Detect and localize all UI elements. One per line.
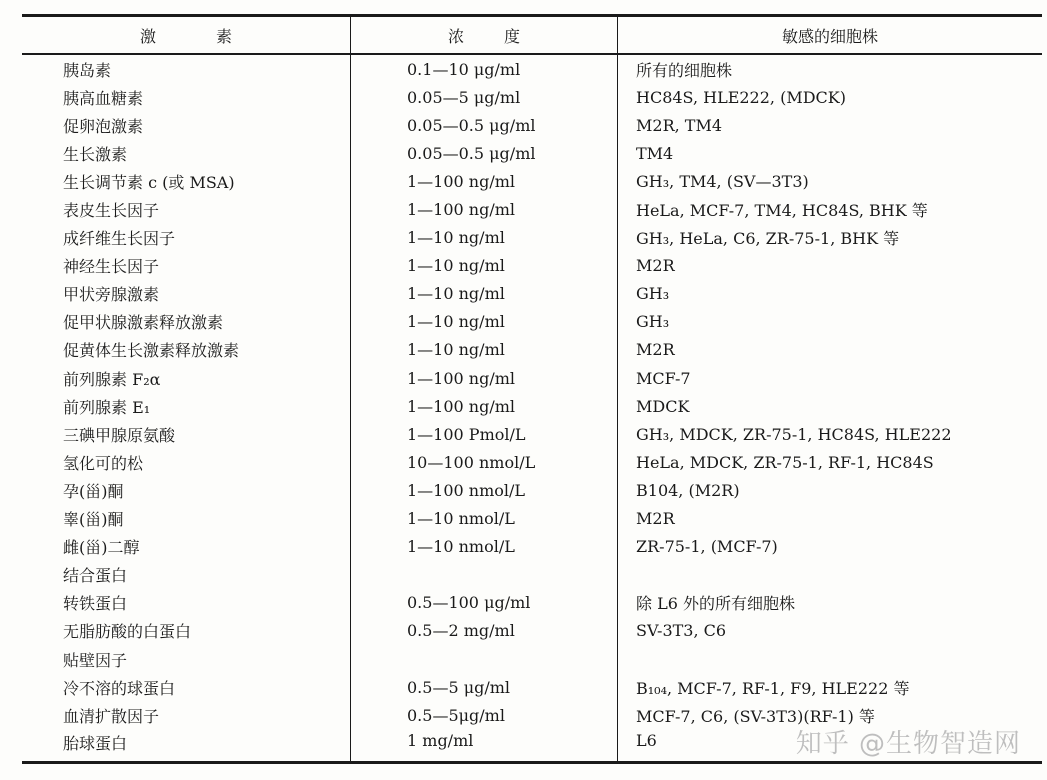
table-row <box>22 476 1042 504</box>
hormone-cell: 前列腺素 F₂α <box>63 369 161 389</box>
table-row <box>22 336 1042 364</box>
concentration-cell: 0.5—100 μg/ml <box>351 589 618 617</box>
table-row <box>22 364 1042 392</box>
table-row <box>22 448 1042 476</box>
cell-lines-cell: GH₃ <box>618 308 1043 336</box>
table-row <box>22 617 1042 645</box>
hormone-cell: 睾(甾)酮 <box>63 510 124 530</box>
table-row <box>22 111 1042 139</box>
hormone-cell: 胰岛素 <box>63 60 112 80</box>
concentration-cell: 1—100 ng/ml <box>351 392 618 420</box>
cell-lines-cell: B₁₀₄, MCF-7, RF-1, F9, HLE222 等 <box>618 673 1043 701</box>
table-row <box>22 505 1042 533</box>
hormone-cell: 促卵泡激素 <box>63 116 144 136</box>
cell-lines-cell: 除 L6 外的所有细胞株 <box>618 589 1043 617</box>
hormone-cell: 三碘甲腺原氨酸 <box>63 425 176 445</box>
cell-lines-cell: GH₃ <box>618 280 1043 308</box>
concentration-cell: 10—100 nmol/L <box>351 448 618 476</box>
hormone-cell: 无脂肪酸的白蛋白 <box>63 622 192 642</box>
concentration-cell: 0.5—5 μg/ml <box>351 673 618 701</box>
header-cell-lines: 敏感的细胞株 <box>618 16 1043 55</box>
concentration-cell: 1—10 nmol/L <box>351 533 618 561</box>
cell-lines-cell: L6 <box>618 729 1043 763</box>
cell-lines-cell: GH₃, HeLa, C6, ZR-75-1, BHK 等 <box>618 224 1043 252</box>
concentration-cell: 0.1—10 μg/ml <box>351 54 618 83</box>
concentration-cell: 0.05—0.5 μg/ml <box>351 111 618 139</box>
cell-lines-cell: B104, (M2R) <box>618 476 1043 504</box>
cell-lines-cell: M2R <box>618 336 1043 364</box>
cell-lines-cell: GH₃, TM4, (SV—3T3) <box>618 167 1043 195</box>
hormone-cell: 表皮生长因子 <box>63 201 160 221</box>
hormone-cell: 贴壁因子 <box>63 650 128 670</box>
cell-lines-cell: HeLa, MCF-7, TM4, HC84S, BHK 等 <box>618 195 1043 223</box>
table-row <box>22 280 1042 308</box>
hormone-cell: 转铁蛋白 <box>63 594 128 614</box>
table-row <box>22 533 1042 561</box>
concentration-cell <box>351 645 618 673</box>
table-header-row <box>22 16 1042 55</box>
table-row <box>22 308 1042 336</box>
table-row <box>22 589 1042 617</box>
table-row <box>22 420 1042 448</box>
concentration-cell: 1—10 ng/ml <box>351 308 618 336</box>
table-body <box>22 54 1042 763</box>
table-row <box>22 83 1042 111</box>
cell-lines-cell: M2R <box>618 505 1043 533</box>
cell-lines-cell: HC84S, HLE222, (MDCK) <box>618 83 1043 111</box>
hormone-cell: 神经生长因子 <box>63 257 160 277</box>
cell-lines-cell: ZR-75-1, (MCF-7) <box>618 533 1043 561</box>
table-row <box>22 54 1042 83</box>
concentration-cell: 1—100 ng/ml <box>351 167 618 195</box>
concentration-cell: 0.05—0.5 μg/ml <box>351 139 618 167</box>
header-concentration: 浓度 <box>351 16 618 55</box>
cell-lines-cell: GH₃, MDCK, ZR-75-1, HC84S, HLE222 <box>618 420 1043 448</box>
hormone-cell: 胎球蛋白 <box>22 729 351 763</box>
cell-lines-cell <box>618 645 1043 673</box>
table-row <box>22 392 1042 420</box>
concentration-cell <box>351 561 618 589</box>
hormone-cell: 促黄体生长激素释放激素 <box>63 341 240 361</box>
hormone-cell: 雌(甾)二醇 <box>63 538 140 558</box>
hormone-cell: 胰高血糖素 <box>63 88 144 108</box>
table-row <box>22 673 1042 701</box>
table-row <box>22 195 1042 223</box>
table-row <box>22 139 1042 167</box>
hormone-cell: 前列腺素 E₁ <box>63 397 151 417</box>
concentration-cell: 0.05—5 μg/ml <box>351 83 618 111</box>
concentration-cell: 1—10 ng/ml <box>351 224 618 252</box>
table-row <box>22 252 1042 280</box>
table-row <box>22 167 1042 195</box>
hormone-cell: 成纤维生长因子 <box>63 229 176 249</box>
cell-lines-cell: M2R <box>618 252 1043 280</box>
hormone-cell: 孕(甾)酮 <box>63 481 124 501</box>
hormone-cell: 结合蛋白 <box>63 566 128 586</box>
hormone-cell: 氢化可的松 <box>63 453 144 473</box>
concentration-cell: 1—10 ng/ml <box>351 252 618 280</box>
hormone-cell: 冷不溶的球蛋白 <box>63 678 176 698</box>
table-row <box>22 561 1042 589</box>
cell-lines-cell: MDCK <box>618 392 1043 420</box>
concentration-cell: 1—10 ng/ml <box>351 336 618 364</box>
concentration-cell: 1—10 nmol/L <box>351 505 618 533</box>
hormone-cell: 生长调节素 c (或 MSA) <box>63 172 235 192</box>
concentration-cell: 0.5—5μg/ml <box>351 701 618 729</box>
watermark: 知乎 @生物智造网 <box>795 729 1021 759</box>
cell-lines-cell: SV-3T3, C6 <box>618 617 1043 645</box>
cell-lines-cell: TM4 <box>618 139 1043 167</box>
concentration-cell: 1—100 nmol/L <box>351 476 618 504</box>
cell-lines-cell: MCF-7, C6, (SV-3T3)(RF-1) 等 <box>618 701 1043 729</box>
concentration-cell: 1—10 ng/ml <box>351 280 618 308</box>
concentration-cell: 1—100 Pmol/L <box>351 420 618 448</box>
concentration-cell: 1—100 ng/ml <box>351 364 618 392</box>
cell-lines-cell <box>618 561 1043 589</box>
header-hormone: 激素 <box>22 16 351 55</box>
hormone-cell: 血清扩散因子 <box>63 706 160 726</box>
hormone-cell: 促甲状腺激素释放激素 <box>63 313 224 333</box>
hormone-table <box>22 14 1042 764</box>
hormone-cell: 生长激素 <box>63 144 128 164</box>
cell-lines-cell: 所有的细胞株 <box>618 54 1043 83</box>
concentration-cell: 0.5—2 mg/ml <box>351 617 618 645</box>
cell-lines-cell: MCF-7 <box>618 364 1043 392</box>
hormone-cell: 甲状旁腺激素 <box>63 285 160 305</box>
concentration-cell: 1 mg/ml <box>351 729 618 763</box>
table-row <box>22 224 1042 252</box>
cell-lines-cell: HeLa, MDCK, ZR-75-1, RF-1, HC84S <box>618 448 1043 476</box>
cell-lines-cell: M2R, TM4 <box>618 111 1043 139</box>
concentration-cell: 1—100 ng/ml <box>351 195 618 223</box>
table-row <box>22 645 1042 673</box>
